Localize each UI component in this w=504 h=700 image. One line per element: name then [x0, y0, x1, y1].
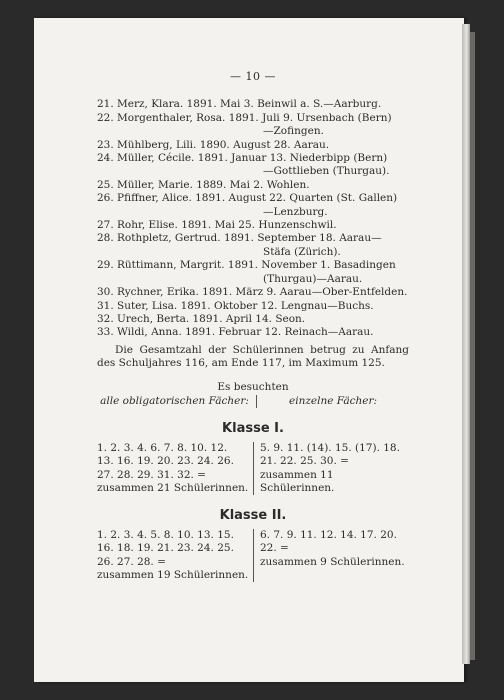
entry-number: 32. [97, 312, 114, 325]
entry-text: Müller, Cécile. 1891. Januar 13. Niederbipp (Bern) [117, 152, 388, 165]
subject-split-header [97, 395, 409, 408]
entry-continuation: Stäfa (Zürich). [263, 245, 341, 258]
entry-number: 22. [97, 111, 114, 124]
list-line: 6. 7. 9. 11. 12. 14. 17. 20. [260, 528, 397, 541]
entry-number: 31. [97, 299, 114, 312]
list-line: 22. = [260, 542, 289, 555]
entry-number: 30. [97, 286, 114, 299]
entry-text: Wildi, Anna. 1891. Februar 12. Reinach—Aarau. [117, 326, 374, 339]
entry-text: Rychner, Erika. 1891. März 9. Aarau—Ober-Entfelden. [117, 286, 408, 299]
list-total: zusammen 9 Schülerinnen. [260, 555, 405, 568]
student-entry [97, 139, 409, 152]
student-entry [97, 300, 409, 313]
entry-text: Merz, Klara. 1891. Mai 3. Beinwil a. S.—Aarburg. [117, 98, 382, 111]
list-line: 13. 16. 19. 20. 23. 24. 26. [97, 455, 234, 468]
header-all-subjects: alle obligatorischen Fächer: [97, 395, 257, 408]
klasse-2-title: Klasse II. [219, 508, 287, 524]
student-entry [97, 232, 409, 245]
entry-number: 28. [97, 232, 114, 245]
student-entry [97, 98, 409, 111]
book-spine-edge [470, 32, 475, 660]
entry-continuation: —Gottlieben (Thurgau). [263, 165, 390, 178]
list-line: 1. 2. 3. 4. 6. 7. 8. 10. 12. [97, 441, 228, 454]
klasse-2-all-subjects [97, 529, 254, 583]
student-entry [97, 192, 409, 205]
klasse-2-single-subjects [254, 529, 409, 583]
page-edge [462, 24, 470, 664]
klasse-1-columns [97, 442, 409, 496]
summary-paragraph: Die Gesamtzahl der Schülerinnen betrug zu Anfang des Schuljahres 116, am Ende 117, im Maximum 125. [97, 343, 409, 370]
entry-text: Rothpletz, Gertrud. 1891. September 18. Aarau— [117, 232, 382, 245]
list-line: 21. 22. 25. 30. = [260, 455, 349, 468]
entry-number: 25. [97, 178, 114, 191]
student-entry [97, 259, 409, 272]
list-line: 5. 9. 11. (14). 15. (17). 18. [260, 441, 400, 454]
header-single-subjects: einzelne Fächer: [289, 394, 377, 407]
entry-continuation: (Thurgau)—Aarau. [263, 272, 363, 285]
entry-text: Suter, Lisa. 1891. Oktober 12. Lengnau—Buchs. [117, 299, 374, 312]
student-entry [97, 219, 409, 232]
list-line: 16. 18. 19. 21. 23. 24. 25. [97, 542, 234, 555]
es-besuchten-heading: Es besuchten [217, 380, 289, 393]
entry-number: 21. [97, 98, 114, 111]
entry-number: 27. [97, 219, 114, 232]
student-entry [97, 179, 409, 192]
list-line: 27. 28. 29. 31. 32. = [97, 468, 206, 481]
list-total: zusammen 19 Schülerinnen. [97, 569, 249, 581]
list-total: zusammen 11 Schülerinnen. [260, 468, 335, 494]
entry-text: Rüttimann, Margrit. 1891. November 1. Basadingen [117, 259, 396, 272]
entry-number: 24. [97, 152, 114, 165]
list-line: 1. 2. 3. 4. 5. 8. 10. 13. 15. [97, 528, 234, 541]
entry-continuation: —Zofingen. [263, 125, 324, 138]
entry-number: 26. [97, 192, 114, 205]
entry-text: Morgenthaler, Rosa. 1891. Juli 9. Ursenbach (Bern) [117, 111, 392, 124]
entry-text: Rohr, Elise. 1891. Mai 25. Hunzenschwil. [117, 219, 337, 232]
entry-text: Pfiffner, Alice. 1891. August 22. Quarten (St. Gallen) [117, 192, 398, 205]
student-entry [97, 152, 409, 165]
student-entry [97, 326, 409, 339]
page-number: — 10 — [230, 70, 276, 83]
klasse-1-all-subjects [97, 442, 254, 496]
list-line: 26. 27. 28. = [97, 555, 166, 568]
entry-number: 29. [97, 259, 114, 272]
entry-text: Mühlberg, Lili. 1890. August 28. Aarau. [117, 138, 330, 151]
student-entry [97, 313, 409, 326]
student-list [97, 98, 409, 339]
entry-number: 33. [97, 326, 114, 339]
student-entry [97, 286, 409, 299]
list-total: zusammen 21 Schülerinnen. [97, 481, 249, 494]
student-entry [97, 112, 409, 125]
klasse-1-single-subjects [254, 442, 409, 496]
entry-text: Müller, Marie. 1889. Mai 2. Wohlen. [117, 178, 310, 191]
page-content [97, 70, 409, 582]
klasse-2-columns [97, 529, 409, 583]
entry-continuation: —Lenzburg. [263, 205, 328, 218]
entry-number: 23. [97, 138, 114, 151]
klasse-1-title: Klasse I. [222, 421, 284, 437]
entry-text: Urech, Berta. 1891. April 14. Seon. [117, 312, 306, 325]
